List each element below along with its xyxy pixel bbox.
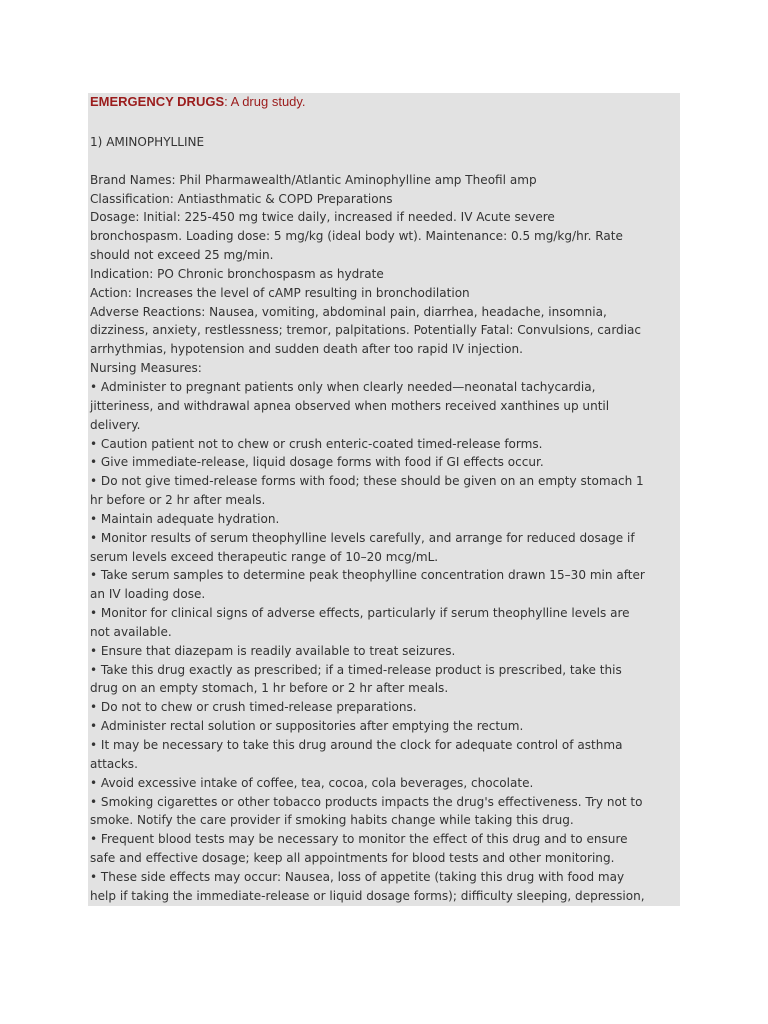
drug-heading: 1) AMINOPHYLLINE: [90, 135, 205, 149]
text-line: • Take this drug exactly as prescribed; if a timed-release product is prescribed, take this: [90, 662, 622, 677]
paragraph-gap: [90, 152, 678, 171]
text-line: • Monitor for clinical signs of adverse effects, particularly if serum theophylline levels are: [90, 606, 630, 621]
document-page: [88, 93, 680, 906]
text-line: drug on an empty stomach, 1 hr before or 2 hr after meals.: [90, 681, 449, 696]
text-line: • Maintain adequate hydration.: [90, 511, 280, 526]
text-line: should not exceed 25 mg/min.: [90, 248, 274, 263]
text-line: delivery.: [90, 417, 141, 432]
text-line: • Do not give timed-release forms with food; these should be given on an empty stomach 1: [90, 474, 644, 489]
title-rest: : A drug study.: [224, 94, 306, 109]
text-line: arrhythmias, hypotension and sudden death after too rapid IV injection.: [90, 342, 523, 357]
page-title: [90, 93, 306, 111]
text-line: • Administer rectal solution or suppositories after emptying the rectum.: [90, 719, 524, 734]
text-line: serum levels exceed therapeutic range of 10–20 mcg/mL.: [90, 549, 439, 564]
text-line: attacks.: [90, 756, 138, 771]
text-line: • These side effects may occur: Nausea, loss of appetite (taking this drug with food may: [90, 869, 625, 884]
text-line: Indication: PO Chronic bronchospasm as hydrate: [90, 266, 384, 281]
text-line: Action: Increases the level of cAMP resulting in bronchodilation: [90, 285, 470, 300]
text-line: safe and effective dosage; keep all appointments for blood tests and other monitoring.: [90, 851, 615, 866]
text-line: • Give immediate-release, liquid dosage forms with food if GI effects occur.: [90, 455, 544, 470]
text-line: Nursing Measures:: [90, 361, 202, 376]
text-line: Classification: Antiasthmatic & COPD Preparations: [90, 191, 393, 206]
title-strong: EMERGENCY DRUGS: [90, 94, 225, 109]
document-body: [90, 133, 678, 906]
text-line: • Do not to chew or crush timed-release preparations.: [90, 700, 417, 715]
text-line: • It may be necessary to take this drug around the clock for adequate control of asthma: [90, 738, 623, 752]
text-line: • Caution patient not to chew or crush enteric-coated timed-release forms.: [90, 436, 543, 451]
text-line: • Ensure that diazepam is readily available to treat seizures.: [90, 643, 456, 658]
text-line: bronchospasm. Loading dose: 5 mg/kg (ideal body wt). Maintenance: 0.5 mg/kg/hr. Rate: [90, 229, 623, 244]
text-line: hr before or 2 hr after meals.: [90, 493, 266, 508]
text-line: not available.: [90, 624, 172, 639]
text-line: • Smoking cigarettes or other tobacco products impacts the drug's effectiveness. Try not to: [90, 794, 643, 809]
text-line: smoke. Notify the care provider if smoking habits change while taking this drug.: [90, 813, 574, 828]
text-line: dizziness, anxiety, restlessness; tremor, palpitations. Potentially Fatal: Convulsions, cardiac: [90, 323, 642, 338]
text-line: • Administer to pregnant patients only when clearly needed—neonatal tachycardia,: [90, 379, 596, 394]
text-line: help if taking the immediate-release or liquid dosage forms); difficulty sleeping, depression,: [90, 888, 645, 903]
text-line: • Avoid excessive intake of coffee, tea, cocoa, cola beverages, chocolate.: [90, 775, 534, 790]
text-line: Brand Names: Phil Pharmawealth/Atlantic Aminophylline amp Theofil amp: [90, 172, 537, 187]
text-line: Adverse Reactions: Nausea, vomiting, abdominal pain, diarrhea, headache, insomnia,: [90, 304, 607, 319]
text-line: • Frequent blood tests may be necessary to monitor the effect of this drug and to ensure: [90, 832, 628, 847]
text-line: an IV loading dose.: [90, 587, 206, 602]
text-line: Dosage: Initial: 225-450 mg twice daily, increased if needed. IV Acute severe: [90, 210, 555, 225]
text-line: • Monitor results of serum theophylline levels carefully, and arrange for reduced dosage if: [90, 530, 635, 545]
text-line: • Take serum samples to determine peak theophylline concentration drawn 15–30 min after: [90, 568, 645, 583]
drug-details: [90, 171, 678, 906]
text-line: jitteriness, and withdrawal apnea observed when mothers received xanthines up until: [90, 398, 610, 413]
